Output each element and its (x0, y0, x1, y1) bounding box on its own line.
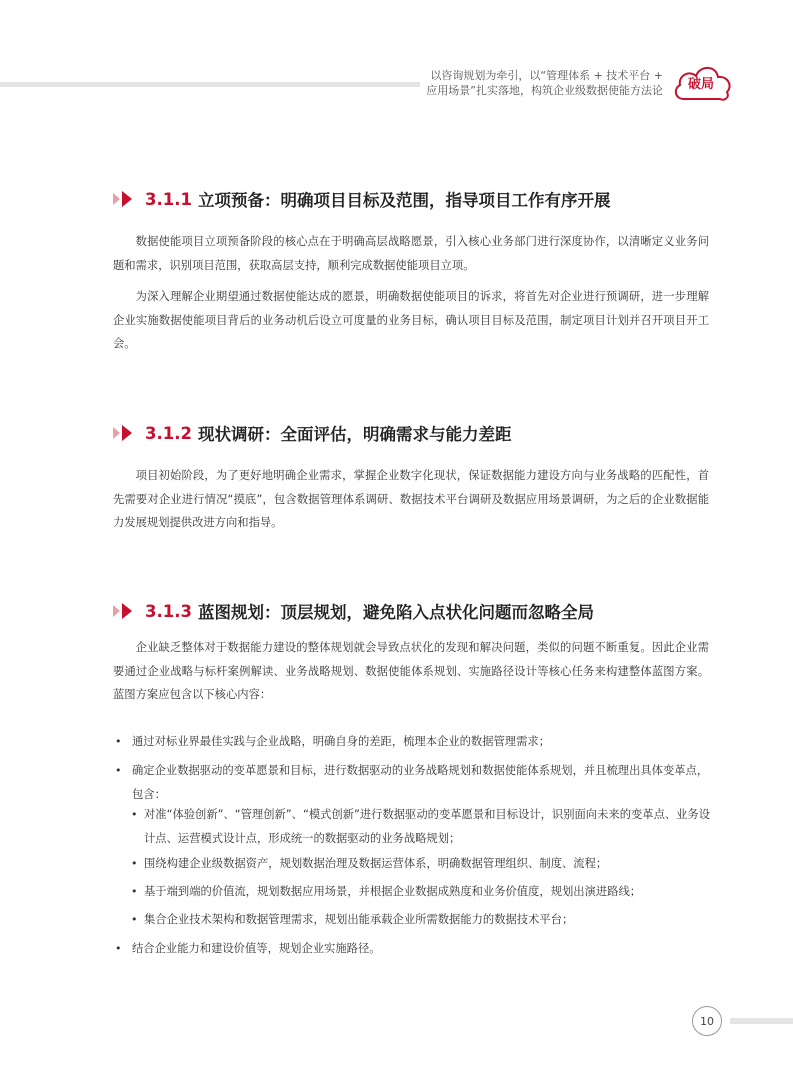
section-heading-3-1-2 (113, 421, 511, 445)
header-tagline (426, 68, 663, 98)
sub-bullet-item (131, 852, 712, 876)
bullet-dot-icon: • (115, 735, 122, 748)
bullet-dot-icon: • (115, 764, 122, 777)
section-title: 立项预备：明确项目目标及范围，指导项目工作有序开展 (197, 191, 611, 210)
bullet-dot-icon: • (131, 885, 138, 898)
bullet-text: 通过对标业界最佳实践与企业战略，明确自身的差距，梳理本企业的数据管理需求； (132, 735, 550, 748)
bullet-dot-icon: • (131, 808, 138, 821)
bullet-text: 围绕构建企业级数据资产，规划数据治理及数据运营体系，明确数据管理组织、制度、流程； (144, 857, 608, 870)
header-tagline-line2: 应用场景”扎实落地，构筑企业级数据使能方法论 (426, 84, 663, 97)
header-badge: 破局 (687, 77, 714, 92)
paragraph: 为深入理解企业期望通过数据使能达成的愿景，明确数据使能项目的诉求，将首先对企业进行预调研，进一步理解企业实施数据使能项目背后的业务动机后设立可度量的业务目标，确认项目目标及范围，制定项目计划并召开项目开工会。 (113, 290, 709, 350)
header-tagline-line1: 以咨询规划为牵引，以“管理体系 + 技术平台 + (430, 69, 663, 82)
bullet-item (115, 759, 712, 806)
bullet-text: 基于端到端的价值流，规划数据应用场景，并根据企业数据成熟度和业务价值度，规划出演进路线； (144, 885, 642, 898)
section-number: 3.1.3 (145, 601, 192, 621)
double-arrow-icon (113, 424, 139, 442)
bullet-text: 对准“体验创新”、“管理创新”、“模式创新”进行数据驱动的变革愿景和目标设计，识别面向未来的变革点、业务设计点、运营模式设计点，形成统一的数据驱动的业务战略规划； (144, 808, 711, 845)
double-arrow-icon (113, 602, 139, 620)
section-number: 3.1.2 (145, 423, 192, 443)
page-number: 10 (692, 1006, 722, 1036)
bullet-item (115, 937, 712, 961)
section-heading-3-1-1 (113, 187, 610, 211)
section-title: 现状调研：全面评估，明确需求与能力差距 (197, 425, 512, 444)
paragraph: 数据使能项目立项预备阶段的核心点在于明确高层战略愿景，引入核心业务部门进行深度协作，以清晰定义业务问题和需求，识别项目范围，获取高层支持，顺利完成数据使能项目立项。 (113, 235, 709, 272)
section-heading-3-1-3 (113, 599, 594, 623)
bullet-dot-icon: • (115, 942, 122, 955)
bullet-text: 集合企业技术架构和数据管理需求，规划出能承载企业所需数据能力的数据技术平台； (144, 913, 574, 926)
sub-bullet-item (131, 908, 712, 932)
section-number: 3.1.1 (145, 189, 192, 209)
bullet-text: 确定企业数据驱动的变革愿景和目标，进行数据驱动的业务战略规划和数据使能体系规划，并且梳理出具体变革点，包含： (132, 764, 709, 801)
footer-bar (730, 1018, 793, 1024)
paragraph: 项目初始阶段，为了更好地明确企业需求，掌握企业数字化现状，保证数据能力建设方向与业务战略的匹配性，首先需要对企业进行情况“摸底”，包含数据管理体系调研、数据技术平台调研及数据应用场景调研，为之后的企业数据能力发展规划提供改进方向和指导。 (113, 469, 709, 529)
bullet-dot-icon: • (131, 857, 138, 870)
sub-bullet-item (131, 880, 712, 904)
bullet-dot-icon: • (131, 913, 138, 926)
bullet-text: 结合企业能力和建设价值等，规划企业实施路径。 (132, 942, 381, 955)
bullet-item (115, 730, 712, 754)
header-bar (0, 82, 420, 87)
sub-bullet-item (131, 803, 712, 850)
section-title: 蓝图规划：顶层规划，避免陷入点状化问题而忽略全局 (197, 603, 594, 622)
double-arrow-icon (113, 190, 139, 208)
paragraph: 企业缺乏整体对于数据能力建设的整体规划就会导致点状化的发现和解决问题，类似的问题不断重复。因此企业需要通过企业战略与标杆案例解读、业务战略规划、数据使能体系规划、实施路径设计等核心任务来构建整体蓝图方案。蓝图方案应包含以下核心内容： (113, 641, 709, 701)
